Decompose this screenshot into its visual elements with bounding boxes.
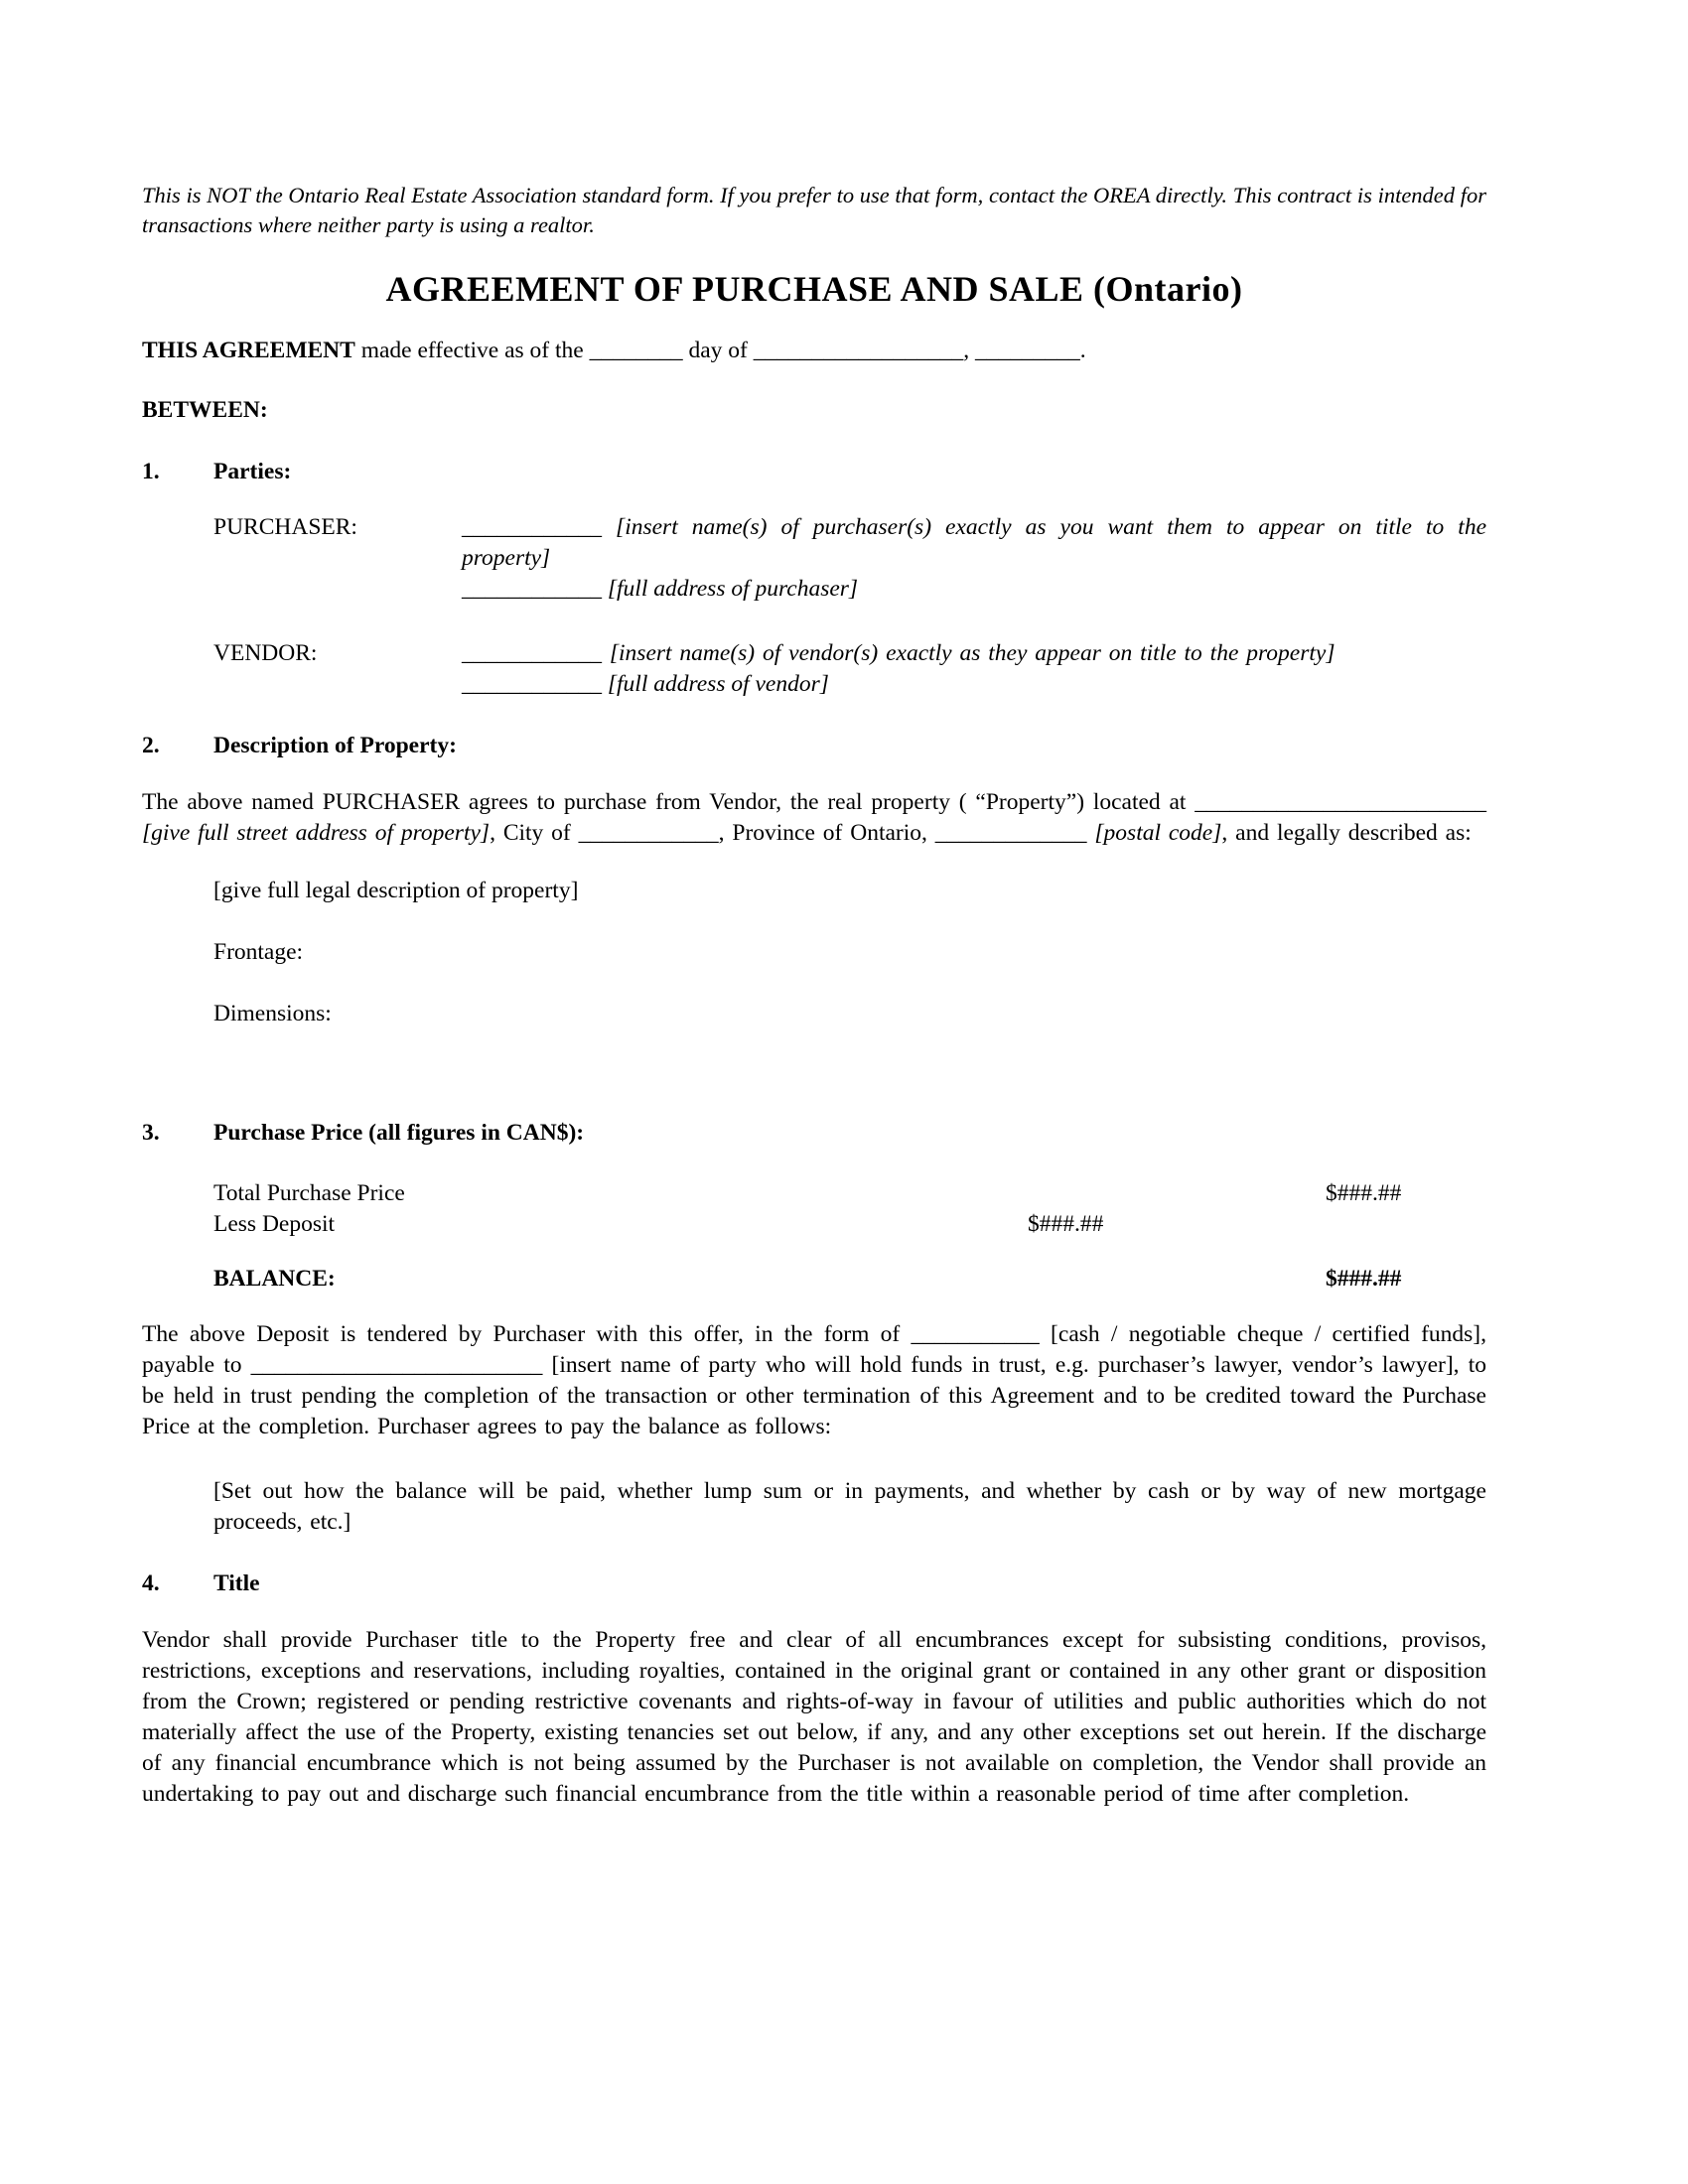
between-label: BETWEEN: — [142, 397, 268, 423]
section-price-heading — [142, 1118, 1486, 1149]
vendor-name-line: ____________ [insert name(s) of vendor(s) exactly as they appear on title to the property] — [462, 640, 1336, 666]
less-deposit-amount: $###.## — [1028, 1211, 1104, 1237]
purchaser-name-line: ____________ [insert name(s) of purchaser(s) exactly as you want them to appear on title to the property] — [462, 514, 1487, 571]
section-title-title: Title — [213, 1570, 260, 1596]
purchaser-details — [462, 512, 1486, 605]
property-paragraph: The above named PURCHASER agrees to purchase from Vendor, the real property ( “Property”) located at _________________________ [give full street address of property], City of ____________, Province of Ontario, _____________ [postal code], and legally described as: — [142, 789, 1486, 846]
disclaimer-text: This is NOT the Ontario Real Estate Association standard form. If you prefer to use that form, contact the OREA directly. This contract is intended for transactions where neither party is using a realtor. — [142, 183, 1486, 237]
section-title-number: 4. — [142, 1570, 160, 1596]
document-title: AGREEMENT OF PURCHASE AND SALE (Ontario) — [385, 269, 1243, 309]
legal-description-placeholder: [give full legal description of property] — [213, 878, 579, 903]
agreement-effective-line: THIS AGREEMENT made effective as of the ________ day of __________________, _________. — [142, 338, 1086, 363]
section-property-title: Description of Property: — [213, 733, 457, 758]
less-deposit-label: Less Deposit — [213, 1211, 336, 1237]
deposit-paragraph: The above Deposit is tendered by Purchaser with this offer, in the form of ___________ [cash / negotiable cheque / certified funds], payable to _________________________ [insert name of party who will hold funds in trust, e.g. purchaser’s lawyer, vendor’s lawyer], to be held in trust pending the completion of the transaction or other termination of this Agreement and to be credited toward the Purchase Price at the completion. Purchaser agrees to pay the balance as follows: — [142, 1321, 1486, 1439]
dimensions-label: Dimensions: — [213, 1001, 332, 1026]
price-row-deposit — [213, 1209, 1486, 1240]
total-purchase-price-label: Total Purchase Price — [213, 1180, 405, 1206]
section-property-heading — [142, 731, 1486, 761]
balance-note: [Set out how the balance will be paid, whether lump sum or in payments, and whether by cash or by way of new mortgage proceeds, etc.] — [213, 1478, 1486, 1535]
section-property-number: 2. — [142, 733, 160, 758]
section-price-title: Purchase Price (all figures in CAN$): — [213, 1120, 585, 1146]
price-row-total — [213, 1178, 1486, 1209]
title-paragraph: Vendor shall provide Purchaser title to the Property free and clear of all encumbrances except for subsisting conditions, provisos, restrictions, exceptions and reservations, including royalties, contained in the original grant or contained in any other grant or disposition from the Crown; registered or pending restrictive covenants and rights-of-way in favour of utilities and public authorities which do not materially affect the use of the Property, existing tenancies set out below, if any, and any other exceptions set out herein. If the discharge of any financial encumbrance which is not being assumed by the Purchaser is not available on completion, the Vendor shall provide an undertaking to pay out and discharge such financial encumbrance from the title within a reasonable period of time after completion. — [142, 1627, 1486, 1807]
purchaser-label: PURCHASER: — [213, 514, 357, 540]
frontage-label: Frontage: — [213, 939, 304, 965]
price-row-balance — [213, 1264, 1486, 1295]
balance-label: BALANCE: — [213, 1266, 336, 1292]
section-parties-number: 1. — [142, 459, 160, 484]
total-purchase-price-amount: $###.## — [1326, 1180, 1402, 1206]
balance-amount: $###.## — [1326, 1266, 1402, 1292]
section-parties-title: Parties: — [213, 459, 292, 484]
section-parties-heading — [142, 457, 1486, 487]
vendor-details — [462, 638, 1486, 700]
section-title-heading — [142, 1569, 1486, 1599]
purchaser-address-line: ____________ [full address of purchaser] — [462, 576, 859, 602]
vendor-address-line: ____________ [full address of vendor] — [462, 671, 829, 697]
price-table — [142, 1178, 1486, 1295]
vendor-row — [213, 638, 1486, 700]
section-price-number: 3. — [142, 1120, 160, 1146]
vendor-label: VENDOR: — [213, 640, 318, 666]
purchaser-row — [213, 512, 1486, 605]
